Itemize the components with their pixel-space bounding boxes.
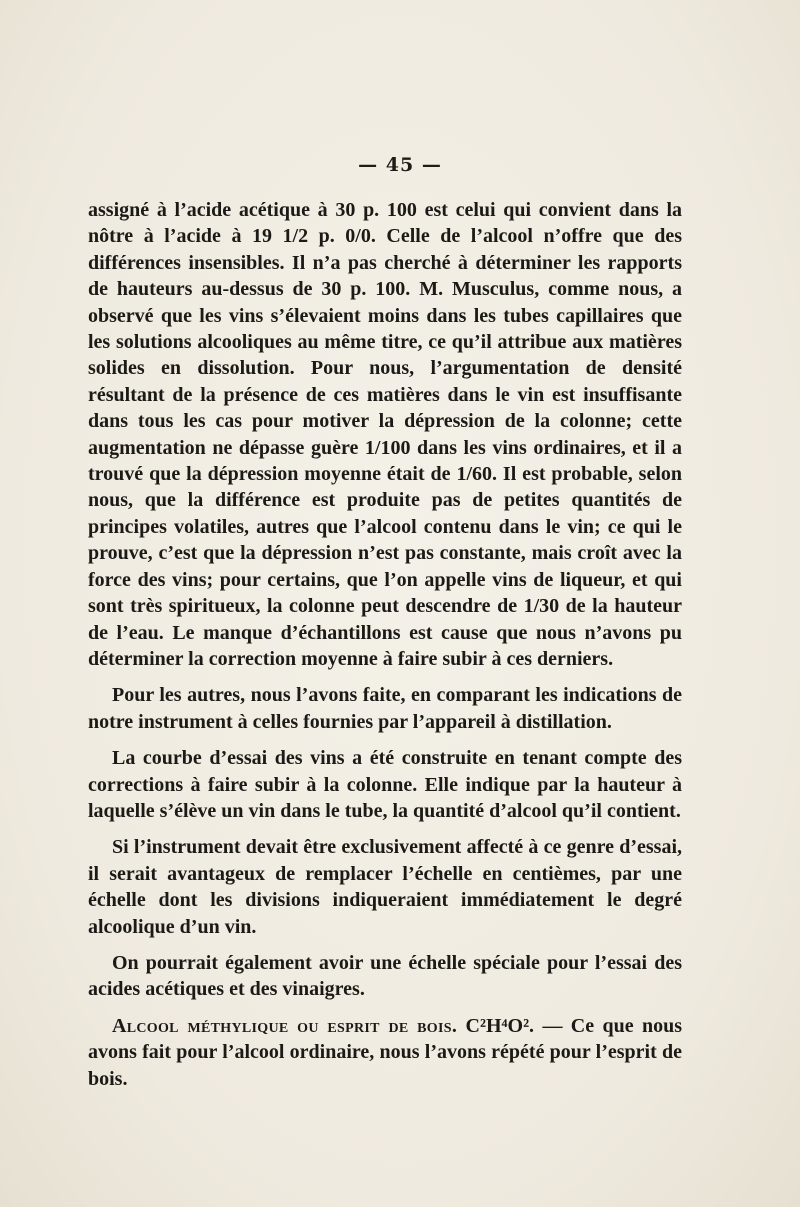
paragraph-continuation: assigné à l’acide acétique à 30 p. 100 est celui qui convient dans la nôtre à l’acide à 19 1/2 p. 0/0. Celle de l’alcool n’offre que des différences insensibles. Il n’a pas cherché à déterminer les rapports de hauteurs au-dessus de 30 p. 100. M. Musculus, comme nous, a observé que les vins s’élevaient moins dans les tubes capillaires que les solutions alcooliques au même titre, ce qu’il attribue aux matières solides en dissolution. Pour nous, l’argumentation de densité résultant de la présence de ces matières dans le vin est insuffisante dans tous les cas pour motiver la dépression de la colonne; cette augmentation ne dépasse guère 1/100 dans les vins ordinaires, et il a trouvé que la dépression moyenne était de 1/60. Il est probable, selon nous, que la différence est produite pas de petites quantités de principes volatiles, autres que l’alcool contenu dans le vin; ce qui le prouve, c’est que la dépression n’est pas constante, mais croît avec la force des vins; pour certains, que l’on appelle vins de liqueur, et qui sont très spiritueux, la colonne peut descendre de 1/30 de la hauteur de l’eau. Le manque d’échantillons est cause que nous n’avons pu déterminer la correction moyenne à faire subir à ces derniers. <box>88 199 682 670</box>
section-heading-methyl-alcohol: Alcool méthylique ou esprit de bois. <box>112 1014 458 1037</box>
paragraph-methyl-alcohol <box>88 1013 682 1092</box>
paragraph-acetic-scale: On pourrait également avoir une échelle spéciale pour l’essai des acides acétiques et des vinaigres. <box>88 951 682 1001</box>
paragraph-wine-curve: La courbe d’essai des vins a été construite en tenant compte des corrections à faire subir à la colonne. Elle indique par la hauteur à laquelle s’élève un vin dans le tube, la quantité d’alcool qu’il contient. <box>88 747 682 822</box>
paragraph-comparison: Pour les autres, nous l’avons faite, en comparant les indications de notre instrument à celles fournies par l’appareil à distillation. <box>88 684 682 733</box>
page-number: — 45 — <box>358 154 442 176</box>
chemical-formula: C²H⁴O². <box>465 1014 535 1037</box>
body-text <box>88 197 682 1092</box>
methyl-alcohol-text: — Ce que nous avons fait pour l’alcool ordinaire, nous l’avons répété pour l’esprit de bois. <box>88 1014 683 1090</box>
paragraph-instrument-scale: Si l’instrument devait être exclusivement affecté à ce genre d’essai, il serait avantageux de remplacer l’échelle en centièmes, par une échelle dont les divisions indiqueraient immédiatement le degré alcoolique d’un vin. <box>88 836 682 938</box>
